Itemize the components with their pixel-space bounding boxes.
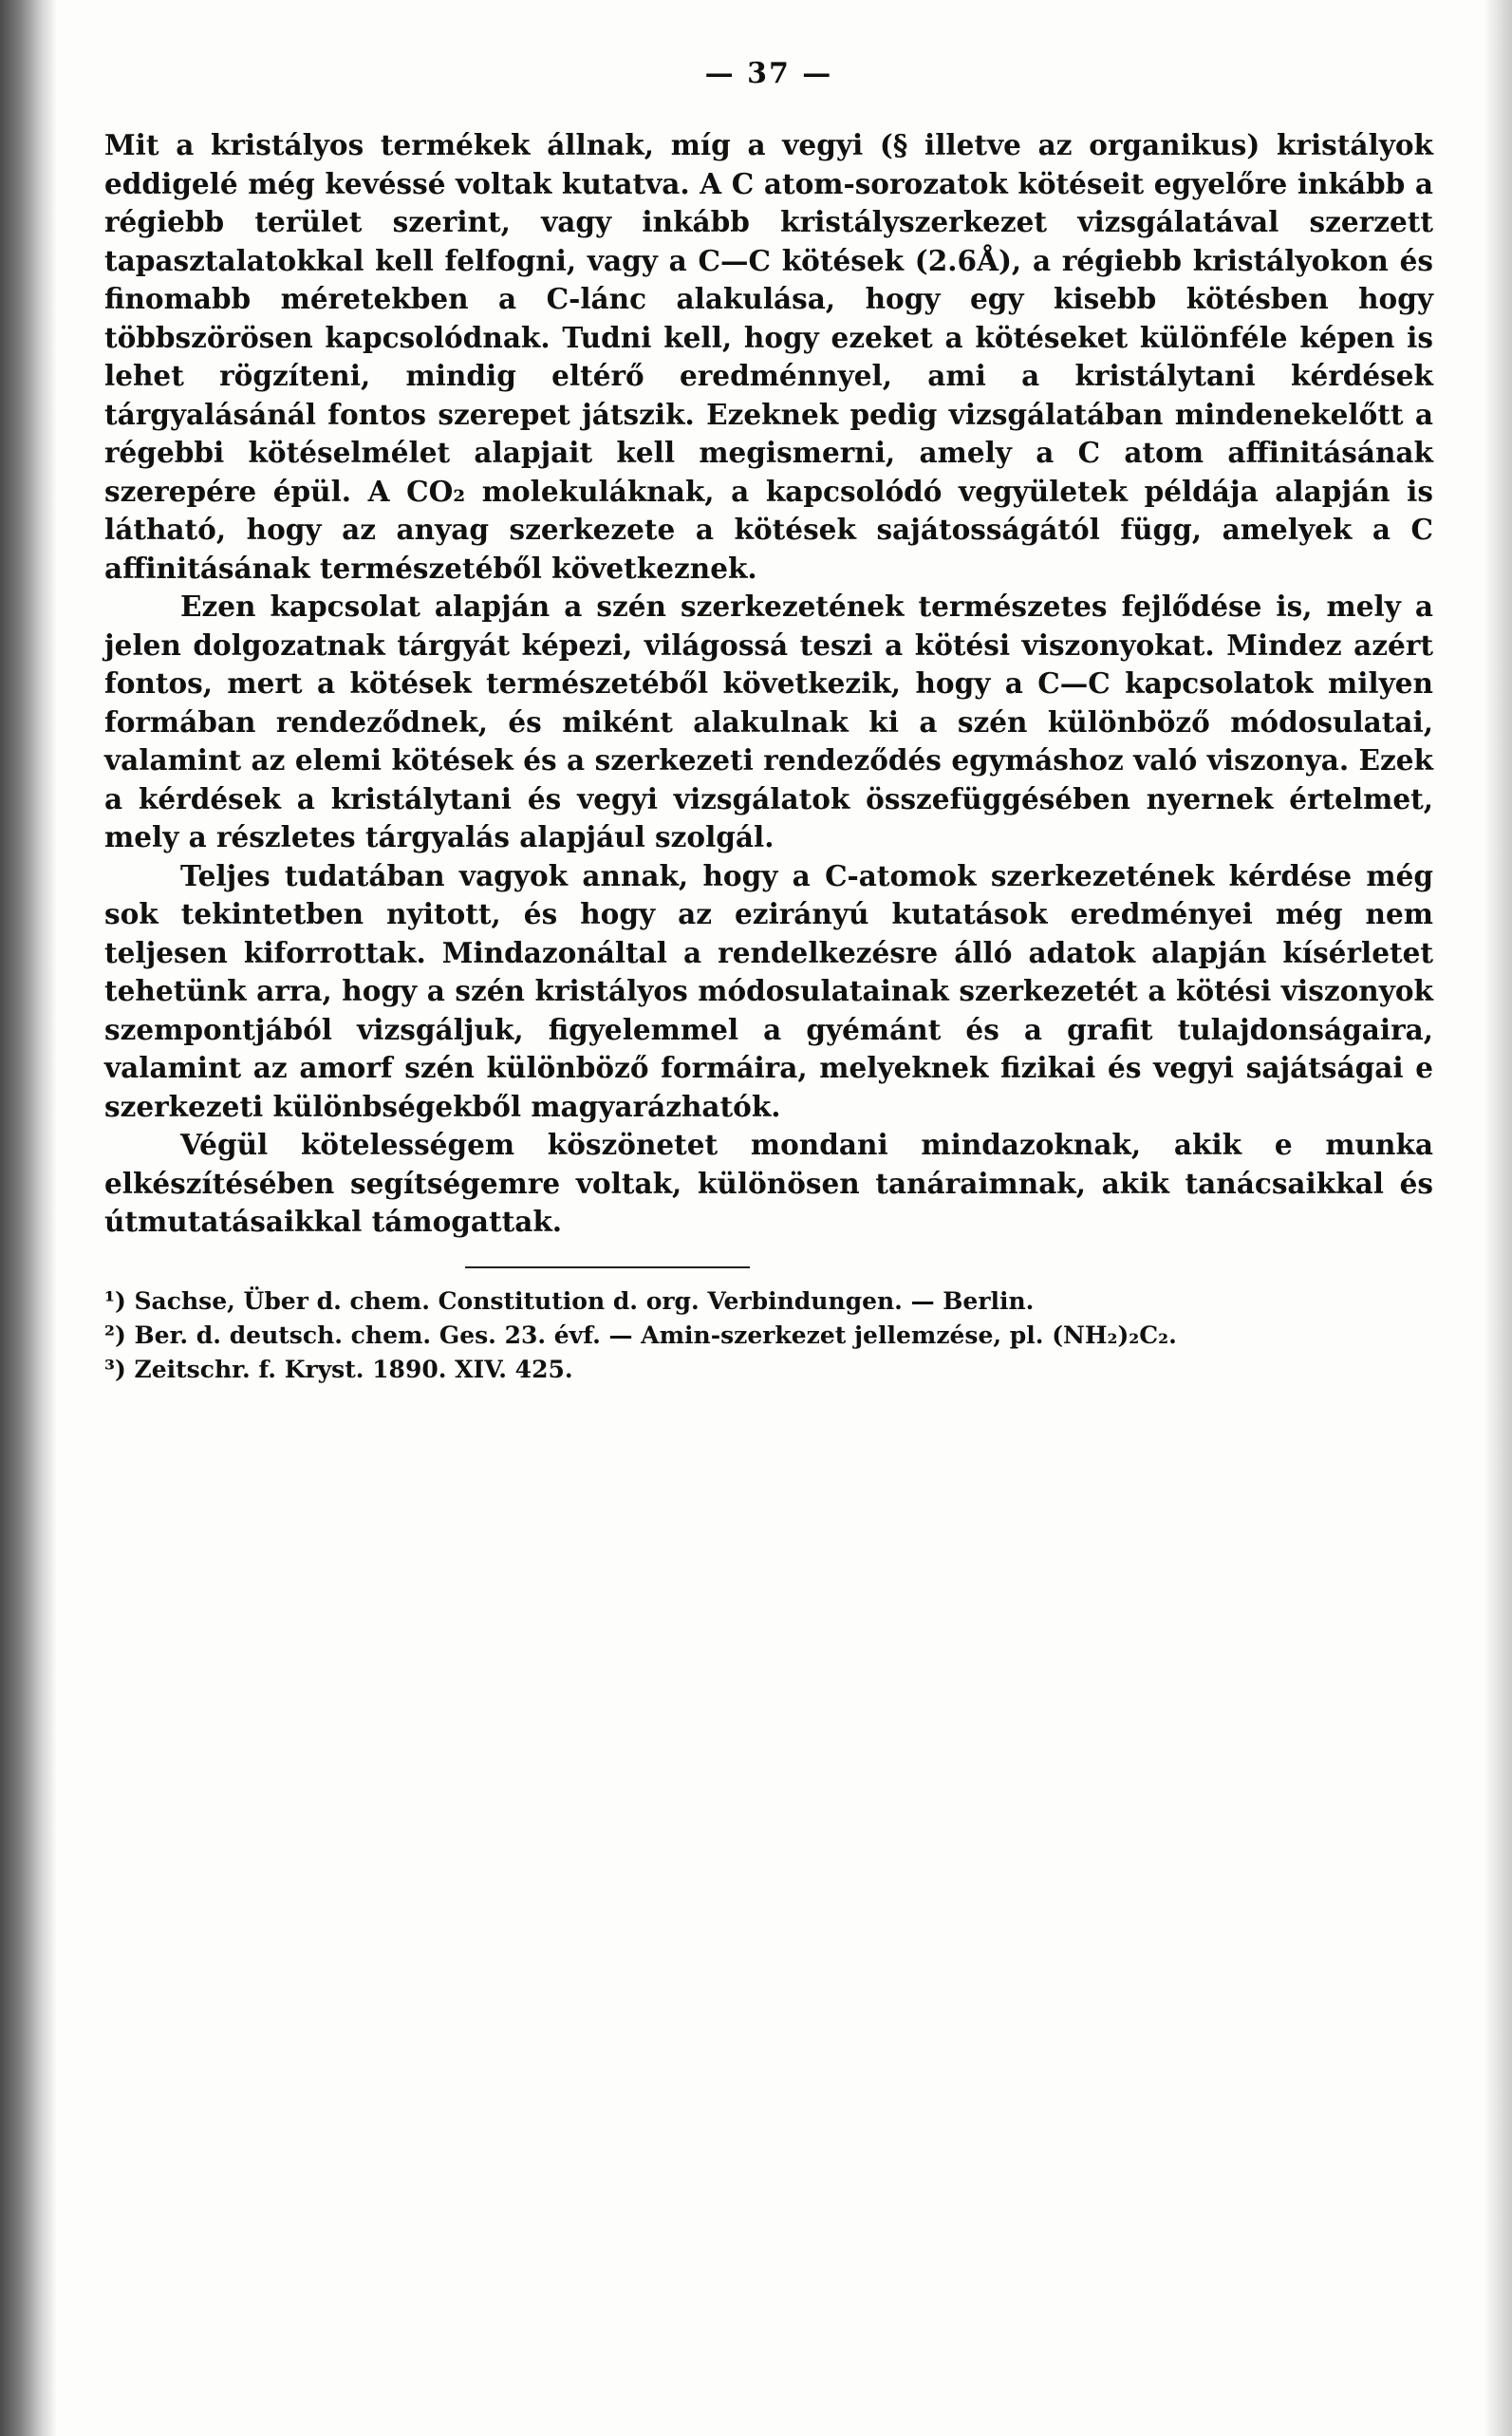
page-number: — 37 — [704, 57, 833, 90]
footnote: ¹) Sachse, Über d. chem. Constitution d. org. Verbindungen. — Berlin. [104, 1286, 1035, 1315]
footnote-divider [465, 1266, 750, 1268]
footnote: ²) Ber. d. deutsch. chem. Ges. 23. évf. — Amin-szerkezet jellemzése, pl. (NH₂)₂C₂. [104, 1321, 1177, 1349]
paragraph: Teljes tudatában vagyok annak, hogy a C-atomok szerkezetének kérdése még sok tekintetben nyitott, és hogy az ezirányú kutatások eredményei még nem teljesen kiforrottak. Mindazonáltal a rendelkezésre álló adatok alapján kísérletet tehetünk arra, hogy a szén kristályos módosulatainak szerkezetét a kötési viszonyok szempontjából vizsgáljuk, figyelemmel a gyémánt és a grafit tulajdonságaira, valamint az amorf szén különböző formáira, melyeknek fizikai és vegyi sajátságai e szerkezeti különbségekből magyarázhatók. [104, 858, 1433, 1123]
text-block [104, 57, 1433, 1388]
scan-shadow-right [1484, 0, 1512, 2436]
paragraph: Mit a kristályos termékek állnak, míg a vegyi (§ illetve az organikus) kristályok eddigelé még kevéssé voltak kutatva. A C atom-sorozatok kötéseit egyelőre inkább a régiebb terület szerint, vagy inkább kristályszerkezet vizsgálatával szerzett tapasztalatokkal kell felfogni, vagy a C—C kötések (2.6Å), a régiebb kristályokon és finomabb méretekben a C-lánc alakulása, hogy egy kisebb kötésben hogy többszörösen kapcsolódnak. Tudni kell, hogy ezeket a kötéseket különféle képen is lehet rögzíteni, mindig eltérő eredménnyel, ami a kristálytani kérdések tárgyalásánál fontos szerepet játszik. Ezeknek pedig vizsgálatában mindenekelőtt a régebbi kötéselmélet alapjait kell megismerni, amely a C atom affinitásának szerepére épül. A CO₂ molekuláknak, a kapcsolódó vegyületek példája alapján is látható, hogy az anyag szerkezete a kötések sajátosságától függ, amelyek a C affinitásának természetéből következnek. [104, 128, 1433, 585]
footnote: ³) Zeitschr. f. Kryst. 1890. XIV. 425. [104, 1355, 573, 1383]
paragraph: Végül kötelességem köszönetet mondani mindazoknak, akik e munka elkészítésében segítségemre voltak, különösen tanáraimnak, akik tanácsaikkal és útmutatásaikkal támogattak. [104, 1128, 1433, 1238]
paragraph: Ezen kapcsolat alapján a szén szerkezetének természetes fejlődése is, mely a jelen dolgozatnak tárgyát képezi, világossá teszi a kötési viszonyokat. Mindez azért fontos, mert a kötések természetéből következik, hogy a C—C kapcsolatok milyen formában rendeződnek, és miként alakulnak ki a szén különböző módosulatai, valamint az elemi kötések és a szerkezeti rendeződés egymáshoz való viszonya. Ezek a kérdések a kristálytani és vegyi vizsgálatok összefüggésében nyernek értelmet, mely a részletes tárgyalás alapjául szolgál. [104, 590, 1433, 853]
scan-shadow-left [0, 0, 57, 2436]
